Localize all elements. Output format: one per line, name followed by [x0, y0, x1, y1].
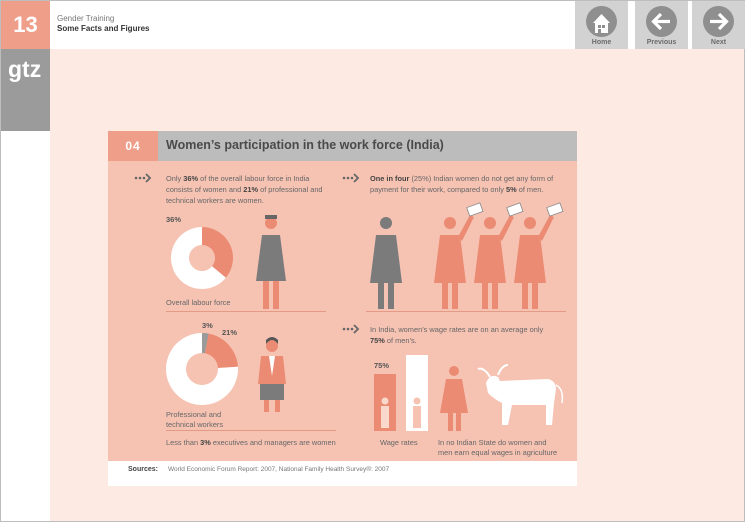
woman-and-bull-icon	[438, 363, 568, 433]
executives-text: Less than 3% executives and managers are women	[166, 438, 336, 447]
page-number: 13	[1, 1, 50, 49]
agriculture-text-line1: In no Indian State do women and	[438, 438, 547, 447]
divider	[166, 430, 336, 431]
sources-label: Sources:	[128, 466, 158, 473]
home-label: Home	[591, 39, 612, 46]
card-title: Women’s participation in the work force (India)	[166, 138, 444, 152]
donut-slice-women	[205, 334, 238, 368]
header-subtitle: Some Facts and Figures	[57, 24, 150, 33]
wage-caption: Wage rates	[380, 438, 418, 447]
wage-bar-chart	[370, 353, 430, 433]
gtz-logo: gtz	[1, 49, 50, 131]
labour-force-text: Only 36% of the overall labour force in India consists of women and 21% of professional and technical workers are women.	[166, 174, 323, 205]
unpaid-work-text: One in four (25%) Indian women do not get any form of payment for their work, compared to only 5% of men.	[370, 174, 554, 194]
donut2-small-pct-label: 3%	[202, 321, 213, 330]
women-payment-figures	[366, 211, 566, 311]
wage-rates-text: In India, women’s wage rates are on an average only 75% of men’s.	[370, 325, 544, 345]
donut2-caption-line2: technical workers	[166, 420, 224, 429]
info-card	[108, 131, 577, 486]
divider	[166, 311, 326, 312]
previous-button[interactable]	[635, 1, 688, 49]
home-glyph	[575, 1, 628, 41]
donut2-caption-line1: Professional and	[166, 410, 222, 419]
man-figure-icon	[413, 398, 421, 429]
donut1-caption: Overall labour force	[166, 298, 231, 307]
divider	[366, 311, 566, 312]
donut1-pct-label: 36%	[166, 215, 182, 224]
next-label: Next	[710, 39, 727, 46]
previous-label: Previous	[646, 39, 677, 46]
chevron-arrow-icon	[134, 173, 154, 183]
agriculture-text-line2: men earn equal wages in agriculture	[438, 448, 558, 457]
header-title: Gender Training	[57, 14, 115, 23]
arrow-right-glyph	[692, 1, 745, 41]
card-number: 04	[108, 131, 158, 161]
woman-figure-icon	[256, 211, 296, 311]
donut-chart-overall	[166, 227, 238, 289]
arrow-left-glyph	[635, 1, 688, 41]
sources-footer	[108, 461, 577, 486]
donut2-pct-label: 21%	[222, 328, 238, 337]
next-button[interactable]	[692, 1, 745, 49]
woman-figure-icon	[381, 398, 389, 429]
sources-text: World Economic Forum Report: 2007, National Family Health Survey®: 2007	[168, 466, 390, 473]
wage-bar-label: 75%	[374, 361, 390, 370]
home-button[interactable]	[575, 1, 628, 49]
businesswoman-figure-icon	[256, 334, 296, 414]
donut-chart-professional	[166, 333, 238, 405]
chevron-arrow-icon	[342, 324, 362, 334]
chevron-arrow-icon	[342, 173, 362, 183]
